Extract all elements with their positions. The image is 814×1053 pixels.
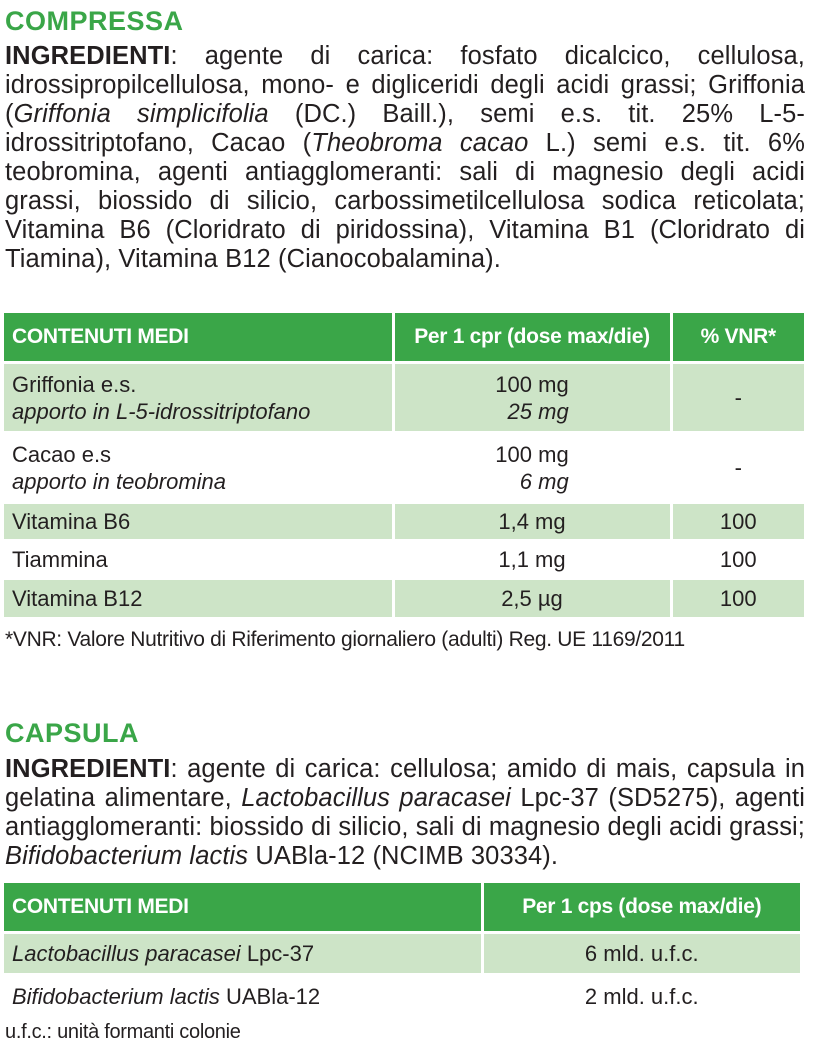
vnr-value: 100: [719, 585, 757, 611]
sub-amount: 25 mg: [507, 398, 569, 424]
ingredients-text: Lactobacillus paracasei: [241, 784, 511, 812]
strain-code: UABla-12: [219, 983, 321, 1009]
cell-amount: [482, 975, 800, 1017]
cell-amount: [393, 541, 671, 579]
ingredient-sub: apporto in L-5-idrossitriptofano: [12, 398, 311, 424]
compressa-footnote: *VNR: Valore Nutritivo di Riferimento giornaliero (adulti) Reg. UE 1169/2011: [5, 628, 685, 651]
table-row: [4, 933, 800, 975]
amount-wrap: [495, 441, 568, 495]
capsula-title: CAPSULA: [5, 718, 140, 748]
amount: 100 mg: [495, 371, 569, 397]
cell-amount: [393, 433, 671, 503]
cell-name: [4, 363, 393, 433]
cell-name: [4, 975, 482, 1017]
strain-code: Lpc-37: [240, 941, 315, 966]
cell-amount: [393, 363, 671, 433]
amount: 1,4 mg: [498, 509, 566, 534]
cell-vnr: [671, 363, 804, 433]
ingredients-label: INGREDIENTI: [5, 755, 171, 783]
vnr-value: 100: [719, 547, 757, 572]
ingredient-name: Griffonia e.s.: [12, 371, 137, 397]
cell-name: [4, 579, 393, 617]
cell-name: [4, 433, 393, 503]
cell-amount: [393, 579, 671, 617]
ingredient-name: Vitamina B12: [12, 585, 143, 611]
cell-name: [4, 503, 393, 541]
ingredients-text: Bifidobacterium lactis: [5, 842, 249, 870]
amount: 2 mld. u.f.c.: [584, 983, 699, 1009]
header-vnr: % VNR*: [671, 313, 804, 363]
cell-name: [4, 933, 482, 975]
table-row: [4, 433, 804, 503]
ingredient-name: Vitamina B6: [12, 509, 131, 534]
header-contenuti-medi-capsula: CONTENUTI MEDI: [4, 883, 482, 933]
table-row: [4, 363, 804, 433]
amount-wrap: [495, 371, 568, 425]
amount: 6 mld. u.f.c.: [584, 941, 699, 966]
ingredient-sub: apporto in teobromina: [12, 468, 227, 494]
ingredients-label: INGREDIENTI: [5, 42, 171, 70]
ingredient-name: Tiammina: [12, 547, 108, 572]
cell-vnr: [671, 503, 804, 541]
ingredients-text: Theobroma cacao: [311, 129, 529, 157]
ingredients-text: : agente di carica: fosfato dicalcico, cellulosa, idrossipropilcellulosa, mono- e digliceridi degli acidi grassi; Griffonia (: [5, 42, 805, 128]
ingredient-name: Cacao e.s: [12, 441, 112, 467]
amount: 100 mg: [495, 441, 569, 467]
cell-name: [4, 541, 393, 579]
vnr-value: -: [734, 455, 742, 480]
ingredients-text: : agente di carica: cellulosa; amido di mais, capsula in gelatina alimentare,: [5, 755, 805, 812]
ingredients-text: Lpc-37 (SD5275), agenti antiagglomeranti: biossido di silicio, sali di magnesio degli acidi grassi;: [5, 784, 805, 841]
header-contenuti-medi: CONTENUTI MEDI: [4, 313, 393, 363]
sub-amount: 6 mg: [519, 468, 569, 494]
strain-name: Lactobacillus paracasei: [12, 941, 241, 966]
cell-vnr: [671, 541, 804, 579]
table-row: [4, 503, 804, 541]
ingredients-text: Griffonia simplicifolia: [13, 100, 269, 128]
vnr-value: 100: [719, 509, 757, 534]
ingredients-text: L.) semi e.s. tit. 6% teobromina, agenti antiagglomeranti: sali di magnesio degli acidi grassi, biossido di silicio, carbossimetilcellulosa sodica reticolata; Vitamina B6 (Cloridrato di piridossina), Vitamina B1 (Cloridrato di Tiamina), Vitamina B12 (Cianocobalamina).: [5, 129, 805, 273]
compressa-ingredients: [5, 42, 805, 274]
vnr-value: -: [734, 385, 742, 410]
table-row: [4, 541, 804, 579]
table-row: [4, 975, 800, 1017]
header-per-cpr: Per 1 cpr (dose max/die): [393, 313, 671, 363]
cell-vnr: [671, 579, 804, 617]
compressa-title: COMPRESSA: [5, 6, 184, 36]
cell-vnr: [671, 433, 804, 503]
amount: 1,1 mg: [498, 547, 566, 572]
ingredients-text: UABla-12 (NCIMB 30334).: [248, 842, 559, 870]
ingredients-text: (DC.) Baill.), semi e.s. tit. 25% L-5-idrossitriptofano, Cacao (: [5, 100, 806, 157]
capsula-ingredients: [5, 755, 805, 871]
amount: 2,5 µg: [501, 585, 563, 611]
cell-amount: [393, 503, 671, 541]
strain-name: Bifidobacterium lactis: [12, 983, 220, 1009]
header-per-cps: Per 1 cps (dose max/die): [482, 883, 800, 933]
cell-amount: [482, 933, 800, 975]
compressa-nutrition-table: [4, 313, 804, 617]
capsula-footnote: u.f.c.: unità formanti colonie: [5, 1021, 241, 1043]
capsula-nutrition-table: [4, 883, 800, 1017]
table-row: [4, 579, 804, 617]
